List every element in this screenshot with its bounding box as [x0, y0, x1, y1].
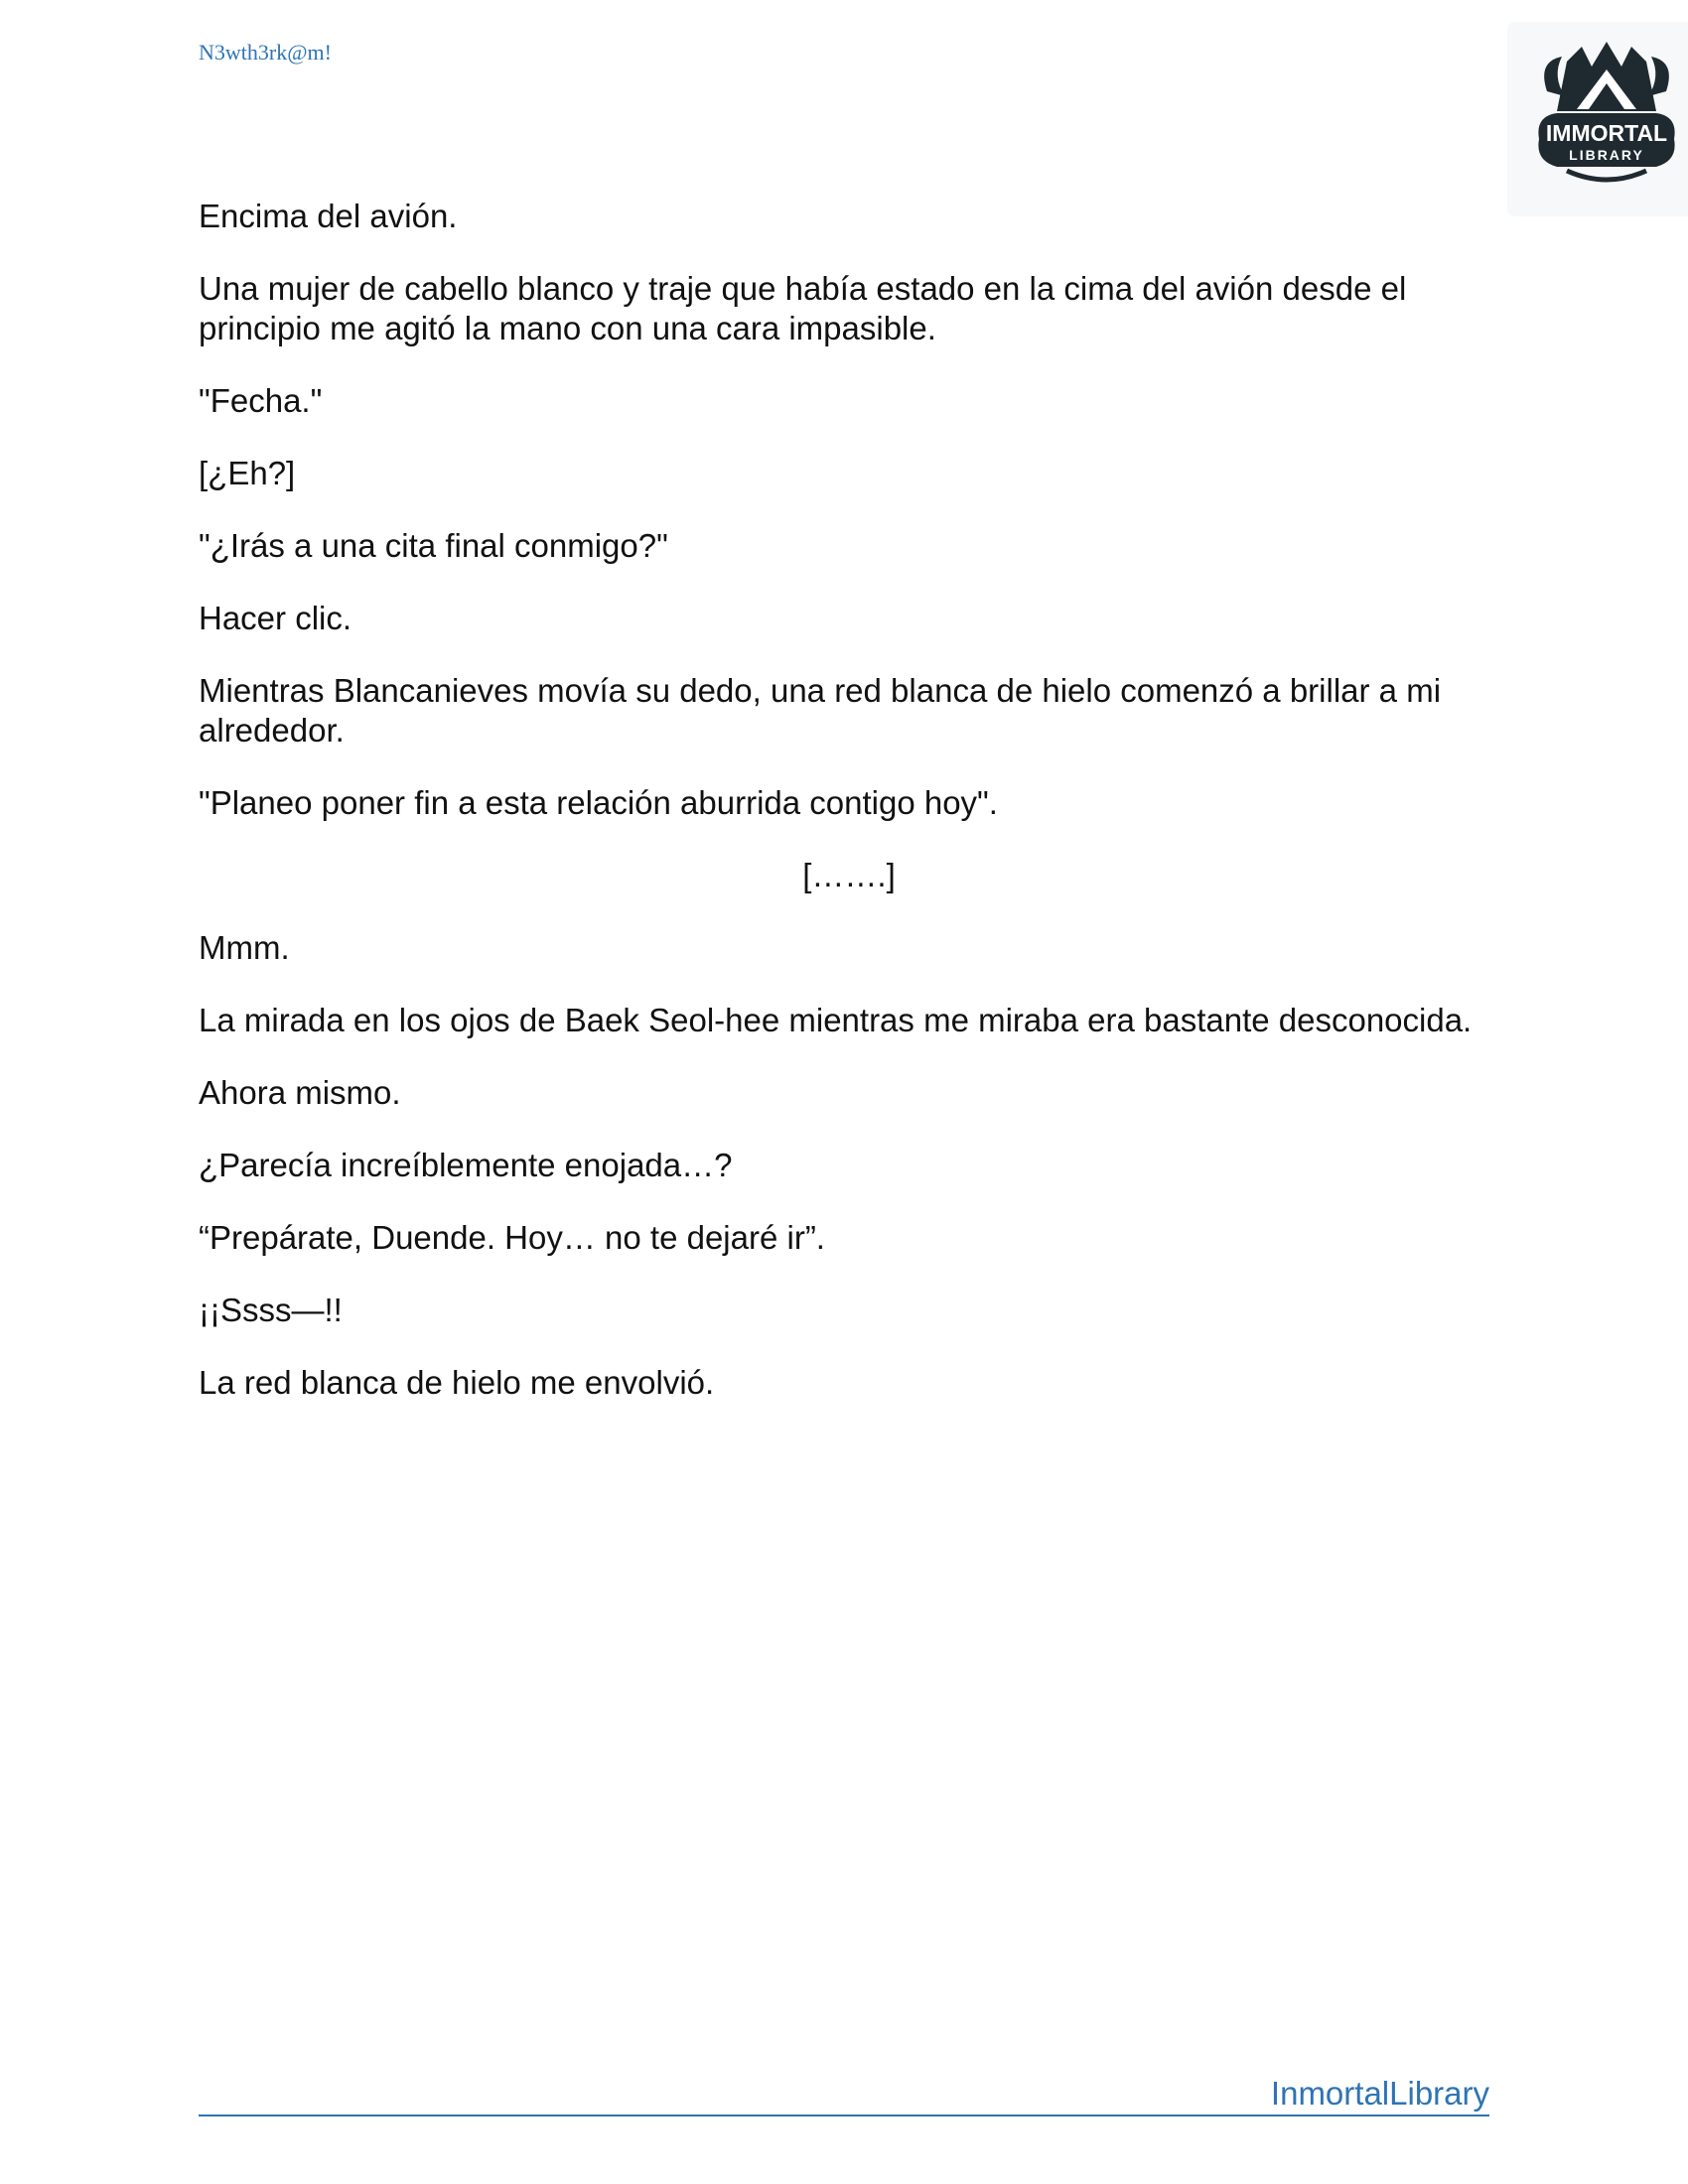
- logo-line2: LIBRARY: [1569, 147, 1644, 163]
- paragraph: "Fecha.": [199, 382, 323, 419]
- paragraph-centered: […….]: [802, 857, 896, 893]
- paragraph: "Planeo poner fin a esta relación aburrida contigo hoy".: [199, 784, 998, 821]
- paragraph: ¡¡Ssss—!!: [199, 1292, 343, 1328]
- footer-link[interactable]: InmortalLibrary: [1270, 2075, 1489, 2112]
- paragraph: Hacer clic.: [199, 600, 352, 636]
- paragraph: Encima del avión.: [199, 198, 458, 234]
- paragraph: Ahora mismo.: [199, 1074, 401, 1111]
- paragraph: La mirada en los ojos de Baek Seol-hee mientras me miraba era bastante desconocida.: [199, 1002, 1473, 1038]
- paragraph: [¿Eh?]: [199, 455, 296, 491]
- paragraph: Una mujer de cabello blanco y traje que había estado en la cima del avión desde el principio me agitó la mano con una cara impasible.: [199, 270, 1407, 346]
- header-tag: N3wth3rk@m!: [199, 40, 332, 65]
- logo-line1: IMMORTAL: [1545, 120, 1668, 146]
- immortal-library-logo: [1507, 22, 1688, 216]
- paragraph: "¿Irás a una cita final conmigo?": [199, 527, 668, 564]
- paragraph: “Prepárate, Duende. Hoy… no te dejaré ir”.: [199, 1219, 825, 1256]
- paragraph: Mmm.: [199, 929, 290, 966]
- logo-emblem-icon: [1507, 22, 1688, 216]
- paragraph: La red blanca de hielo me envolvió.: [199, 1364, 715, 1401]
- paragraph: ¿Parecía increíblemente enojada…?: [199, 1147, 733, 1183]
- paragraph: Mientras Blancanieves movía su dedo, una red blanca de hielo comenzó a brillar a mi alrededor.: [199, 672, 1442, 749]
- footer-divider: [199, 2115, 1489, 2116]
- document-body: [199, 197, 1499, 1435]
